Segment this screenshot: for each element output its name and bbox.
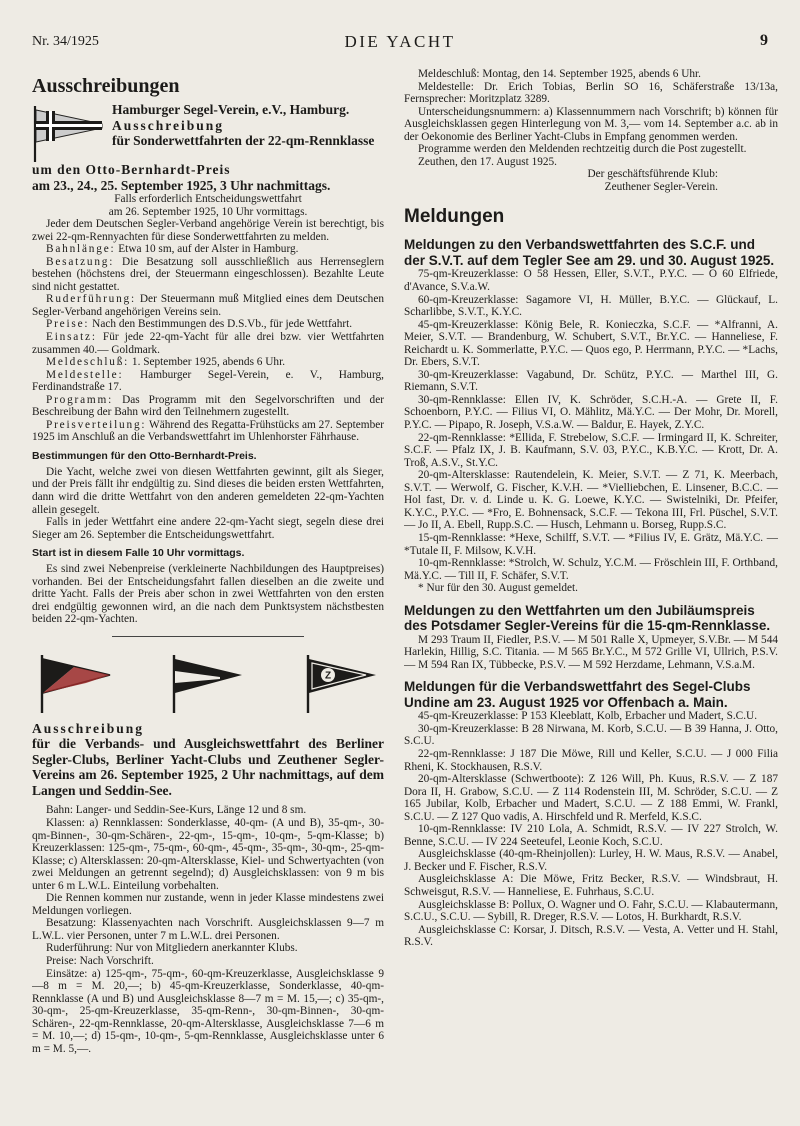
hamburg-bahnlaenge: Bahnlänge: Etwa 10 sm, auf der Alster in Hamburg. xyxy=(46,243,299,256)
section-divider xyxy=(112,636,304,637)
svg-text:Z: Z xyxy=(324,670,332,682)
verband-preise: Preise: Nach Vorschrift. xyxy=(46,955,154,968)
entry-item: 60-qm-Kreuzerklasse: Sagamore VI, H. Müller, B.Y.C. — Glückauf, L. Scharlibbe, S.V.T., K.Y.C. xyxy=(404,293,778,319)
entry-item: 22-qm-Rennklasse: *Ellida, F. Strebelow, S.C.F. — Irmingard II, K. Schreiter, S.C.F. — Pfalz IX, J. B. Kaufmann, S.V. 03, P.Y.C., K.B.Y.C. — Krott, Dr. A. Troß, A.S.V., St.Y.C. xyxy=(404,431,778,469)
top-date: Zeuthen, den 17. August 1925. xyxy=(418,155,557,168)
left-column xyxy=(32,64,384,1114)
top-programme: Programme werden den Meldenden rechtzeitig durch die Post zugestellt. xyxy=(418,143,747,156)
scf-footnote: * Nur für den 30. August gemeldet. xyxy=(418,582,579,595)
undine-entries xyxy=(404,710,778,948)
club-pennants xyxy=(32,653,384,715)
page-number: 9 xyxy=(760,32,768,49)
verband-rennen: Die Rennen kommen nur zustande, wenn in jeder Klasse mindestens zwei Meldungen vorliegen. xyxy=(32,892,384,917)
hamburg-p1: Jeder dem Deutschen Segler-Verband angehörige Verein ist berechtigt, bis zwei 22-qm-Rennyachten für diese Sonderwettfahrten zu melden. xyxy=(32,218,384,243)
entry-item: 20-qm-Altersklasse: Rautendelein, K. Meier, S.V.T. — Z 71, K. Meerbach, S.V.T. — Werwolf, G. Fischer, K.V.H. — *Vielliebchen, E. Linsener, B.C.C. — Hol fast, Dr. v. d. Linde u. K. G. Loewe, K.Y.C. — Swistelniki, Dr. Pfeifer, K.Y.C., P.Y.C. — *Fro, E. Bohnensack, S.C.F. — Tekona III, Frl. Püschel, S.V.T. — Jo II, A. Ebell, Rupp.S.C. — Husch, Lehmann u. Borseg, Rupp.S.C. xyxy=(404,469,778,532)
scf-title: Meldungen zu den Verbandswettfahrten des S.C.F. und der S.V.T. auf dem Tegler See am 29. und 30. August 1925. xyxy=(404,237,775,268)
hamburg-einsatz: Einsatz: Für jede 22-qm-Yacht für alle drei bzw. vier Wettfahrten zusammen 40.— Goldmark. xyxy=(32,331,384,356)
verband-besatzung: Besatzung: Klassenyachten nach Vorschrift. Ausgleichsklassen 9—7 m L.W.L. vier Personen, unter 7 m L.W.L. drei Personen. xyxy=(32,917,384,942)
verband-einsaetze: Einsätze: a) 125-qm-, 75-qm-, 60-qm-Kreuzerklasse, Ausgleichsklasse 9—8 m = M. 20,—; b) 45-qm-Kreuzerklasse, Sonderklasse, 40-qm-Rennklasse (A und B) und Ausgleichsklasse 8—7 m = M. 15,—; c) 35-qm-, 30-qm-, 25-qm-Kreuzerklasse, 35-qm-Renn-, 30-qm-Binnen-, 30-qm-Schären-, 22-qm-Rennklasse, 20-qm-Altersklasse, Ausgleichsklasse 7—6 m = M. 10,—; d) 15-qm-, 10-qm-, 5-qm-Rennklasse, Ausgleichsklasse unter 6 m = M. 5,—. xyxy=(32,967,384,1055)
verband-heading: Ausschreibung xyxy=(32,720,145,736)
verband-bahn: Bahn: Langer- und Seddin-See-Kurs, Länge 12 und 8 sm. xyxy=(46,804,307,817)
pennant-z-icon xyxy=(304,653,378,713)
entry-item: 30-qm-Kreuzerklasse: Vagabund, Dr. Schütz, P.Y.C. — Marthel III, G. Riemann, S.V.T. xyxy=(404,368,778,394)
pennant-stripe-icon xyxy=(170,653,244,713)
hamburg-besatzung: Besatzung: Die Besatzung soll ausschließlich aus Herrenseglern bestehen (höchstens drei, der Steuermann eingeschlossen). Bezahlte Leute sind nicht gestattet. xyxy=(32,255,384,293)
hamburg-programm: Programm: Das Programm mit den Segelvorschriften und der Beschreibung der Bahn wird den Teilnehmern zugestellt. xyxy=(32,393,384,419)
hamburg-sub2: am 26. September 1925, 10 Uhr vormittags. xyxy=(108,205,308,218)
entry-item: 15-qm-Rennklasse: *Hexe, Schilff, S.V.T. — *Filius IV, E. Grätz, Mä.Y.C. — *Tutale II, F. Milsow, K.V.H. xyxy=(404,531,778,557)
page-header xyxy=(32,34,768,54)
entry-item: 22-qm-Rennklasse: J 187 Die Möwe, Rill und Keller, S.C.U. — J 000 Filia Rheni, K. Stockhausen, R.S.V. xyxy=(404,747,778,773)
top-meldeschluss: Meldeschluß: Montag, den 14. September 1925, abends 6 Uhr. xyxy=(418,68,702,80)
hamburg-meldeschluss: Meldeschluß: 1. September 1925, abends 6 Uhr. xyxy=(46,356,286,369)
scf-entries xyxy=(404,268,778,582)
hamburg-date-line: am 23., 24., 25. September 1925, 3 Uhr nachmittags. xyxy=(32,177,331,193)
pennant-diagonal-icon xyxy=(38,653,112,713)
hamburg-for-line: für Sonderwettfahrten der 22-qm-Rennklasse xyxy=(112,133,375,148)
entry-item: 45-qm-Kreuzerklasse: P 153 Kleeblatt, Kolb, Erbacher und Madert, S.C.U. xyxy=(418,710,758,723)
entry-item: Ausgleichsklasse (40-qm-Rheinjollen): Lurley, H. W. Maus, R.S.V. — Anabel, J. Becker und F. Fischer, R.S.V. xyxy=(404,848,778,873)
verband-ruderfuehrung: Ruderführung: Nur von Mitgliedern anerkannter Klubs. xyxy=(46,942,298,955)
start-heading: Start ist in diesem Falle 10 Uhr vormittags. xyxy=(32,547,245,560)
entry-item: Ausgleichsklasse C: Korsar, J. Ditsch, R.S.V. — Vesta, A. Vetter und H. Stahl, R.S.V. xyxy=(404,923,778,949)
hamburg-club-flag-icon xyxy=(32,102,104,162)
bestimmungen-p1: Die Yacht, welche zwei von diesen Wettfahrten gewinnt, gilt als Sieger, und der Preis fällt ihr endgültig zu. Sind dieses die beiden ersten Wettfahrten, dann wird die dritte Wettfahrt von den anderen gemeldeten 22-qm-Yachten allein gesegelt. xyxy=(32,465,384,516)
hamburg-announcement-header xyxy=(32,102,384,162)
jubilaeum-title: Meldungen zu den Wettfahrten um den Jubiläumspreis des Potsdamer Segler-Vereins für die 15-qm-Rennklasse. xyxy=(404,602,771,634)
magazine-title: DIE YACHT xyxy=(344,32,456,51)
hamburg-preise: Preise: Nach den Bestimmungen des D.S.Vb., für jede Wettfahrt. xyxy=(46,318,353,331)
undine-title: Meldungen für die Verbandswettfahrt des Segel-Clubs Undine am 23. August 1925 vor Offenbach a. Main. xyxy=(404,679,751,710)
entry-item: 75-qm-Kreuzerklasse: O 58 Hessen, Eller, S.V.T., P.Y.C. — O 60 Elfriede, d'Avance, S.V.a.W. xyxy=(404,268,778,294)
bestimmungen-p2: Falls in jeder Wettfahrt eine andere 22-qm-Yacht siegt, segeln diese drei Sieger am 26. September die Entscheidungswettfahrt. xyxy=(32,516,384,541)
entry-item: 10-qm-Rennklasse: *Strolch, W. Schulz, Y.C.M. — Fröschlein III, F. Orthband, Mä.Y.C. — Till II, F. Schäfer, S.V.T. xyxy=(404,557,778,582)
hamburg-sub1: Falls erforderlich Entscheidungswettfahrt xyxy=(114,193,302,205)
entry-item: Ausgleichsklasse A: Die Möwe, Fritz Becker, R.S.V. — Windsbraut, H. Schweisgut, R.S.V. — Hanneliese, E. Fuhrhaus, S.C.U. xyxy=(404,873,778,898)
entry-item: Ausgleichsklasse B: Pollux, O. Wagner und O. Fahr, S.C.U. — Klabautermann, S.C.U., S.C.U. — Sybill, R. Dreger, R.S.V. — Lotos, H. Burkhardt, R.S.V. xyxy=(404,898,778,924)
entry-item: 20-qm-Altersklasse (Schwertboote): Z 126 Will, Ph. Kuus, R.S.V. — Z 187 Dora II, H. Grabow, S.C.U. — Z 114 Rodenstein III, M. Schröder, S.C.U. — Z 165 Jubilar, Kolb, Erbacher und Madert, S.C.U. — Z 188 Emmi, W. Frankl, S.C.U. — Z 127 Quo vadis, A. Hirschfeld und R. Merfeld, K.S.C. xyxy=(404,773,778,823)
hamburg-preisverteilung: Preisverteilung: Während des Regatta-Frühstücks am 27. September 1925 im Anschluß an die Verbandswettfahrt im Uhlenhorster Fährhause. xyxy=(32,418,384,444)
entry-item: 10-qm-Rennklasse: IV 210 Lola, A. Schmidt, R.S.V. — IV 227 Strolch, W. Benne, S.C.U. — IV 224 Seeteufel, Leonie Koch, S.C.U. xyxy=(404,823,778,848)
top-unterscheidungsnummern: Unterscheidungsnummern: a) Klassennummern nach Vorschrift; b) können für Ausgleichsklassen gegen Hinterlegung von M. 3,— vom 14. September a.c. ab in der Oekonomie des Berliner Yacht-Clubs in Empfang genommen werden. xyxy=(404,105,778,143)
hamburg-meldestelle: Meldestelle: Hamburger Segel-Verein, e. V., Hamburg, Ferdinandstraße 17. xyxy=(32,368,384,394)
verband-klassen: Klassen: a) Rennklassen: Sonderklasse, 40-qm- (A und B), 35-qm-, 30-qm-Binnen-, 30-qm-Schären-, 22-qm-, 15-qm-, 10-qm-, 5-qm-Klasse; b) Kreuzerklassen: 125-qm-, 75-qm-, 60-qm-, 45-qm-, 35-qm-, 30-qm-, 25-qm-Klasse; c) Altersklassen: 20-qm-Altersklasse, Kiel- und Schwertyachten (von zwei Meldungen an getrennt segelnd); d) Ausgleichsklassen: von 9 m bis unter 6 m L.W.L. Einteilung vorbehalten. xyxy=(32,817,384,892)
issue-number: Nr. 34/1925 xyxy=(32,34,99,49)
entry-item: 30-qm-Kreuzerklasse: B 28 Nirwana, M. Korb, S.C.U. — B 39 Hanna, J. Otto, S.C.U. xyxy=(404,722,778,748)
section-title-meldungen: Meldungen xyxy=(404,206,505,228)
hamburg-prize-line: um den Otto-Bernhardt-Preis xyxy=(32,162,231,177)
bestimmungen-heading: Bestimmungen für den Otto-Bernhardt-Preis. xyxy=(32,449,257,462)
top-meldestelle: Meldestelle: Dr. Erich Tobias, Berlin SO 16, Schäferstraße 13/13a, Fernsprecher: Moritzplatz 3289. xyxy=(404,80,778,106)
signature-line1: Der geschäftsführende Klub: xyxy=(587,168,718,181)
jubilaeum-entries: M 293 Traum II, Fiedler, P.S.V. — M 501 Ralle X, Upmeyer, S.V.Br. — M 544 Harlekin, Hillig, S.C. Titania. — M 565 Br.Y.C., M 572 Grille VI, Ullrich, P.S.V. — M 594 Ran IX, Tübbecke, P.S.V. — M 592 Herzdame, Lehmann, V.S.a.M. xyxy=(404,633,778,671)
hamburg-heading: Ausschreibung xyxy=(112,117,225,133)
entry-item: 45-qm-Kreuzerklasse: König Bele, R. Konieczka, S.C.F. — *Alfranni, A. Meier, S.V.T. — Brandenburg, W. Schubert, S.V.T., Br.Y.C. — Hanneliese, F. Reichardt u. K. Sommerlatte, P.Y.C. — Quos ego, P. Herrmann, P.Y.C. — *Lachs, Dr. Ebers, S.V.T. xyxy=(404,318,778,369)
right-column xyxy=(404,68,778,1114)
entry-item: 30-qm-Rennklasse: Ellen IV, K. Schröder, S.C.H.-A. — Grete II, F. Schoenborn, P.Y.C. — Filius VI, O. Mählitz, Mä.Y.C. — Der Mohr, Dr. Morell, P.Y.C. — Pipapo, R. Joseph, V.S.a.W. — Baldur, E. Hayek, Z.Y.C. xyxy=(404,393,778,432)
hamburg-ruderfuehrung: Ruderführung: Der Steuermann muß Mitglied eines dem Deutschen Segler-Verband angehörigen Vereins sein. xyxy=(32,293,384,318)
bestimmungen-p3: Es sind zwei Nebenpreise (verkleinerte Nachbildungen des Hauptpreises) vorhanden. Bei der Entscheidungsfahrt fallen dieselben an die zweite und dritte Yacht. Falls der Preis aber schon in zwei Wettfahrten von den ersten drei endgültig gewonnen wird, an die nach dem Punktsystem nächstbesten beiden 22-qm-Yachten. xyxy=(32,563,384,626)
signature-line2: Zeuthener Segler-Verein. xyxy=(604,180,718,193)
section-title-ausschreibungen: Ausschreibungen xyxy=(32,75,180,97)
hamburg-club-name: Hamburger Segel-Verein, e.V., Hamburg. xyxy=(112,102,350,117)
verband-title: für die Verbands- und Ausgleichswettfahrt des Berliner Segler-Clubs, Berliner Yacht-Clubs und Zeuthener Segler-Vereins am 26. September 1925, 2 Uhr nachmittags, auf dem Langen und Seddin-See. xyxy=(32,736,384,798)
